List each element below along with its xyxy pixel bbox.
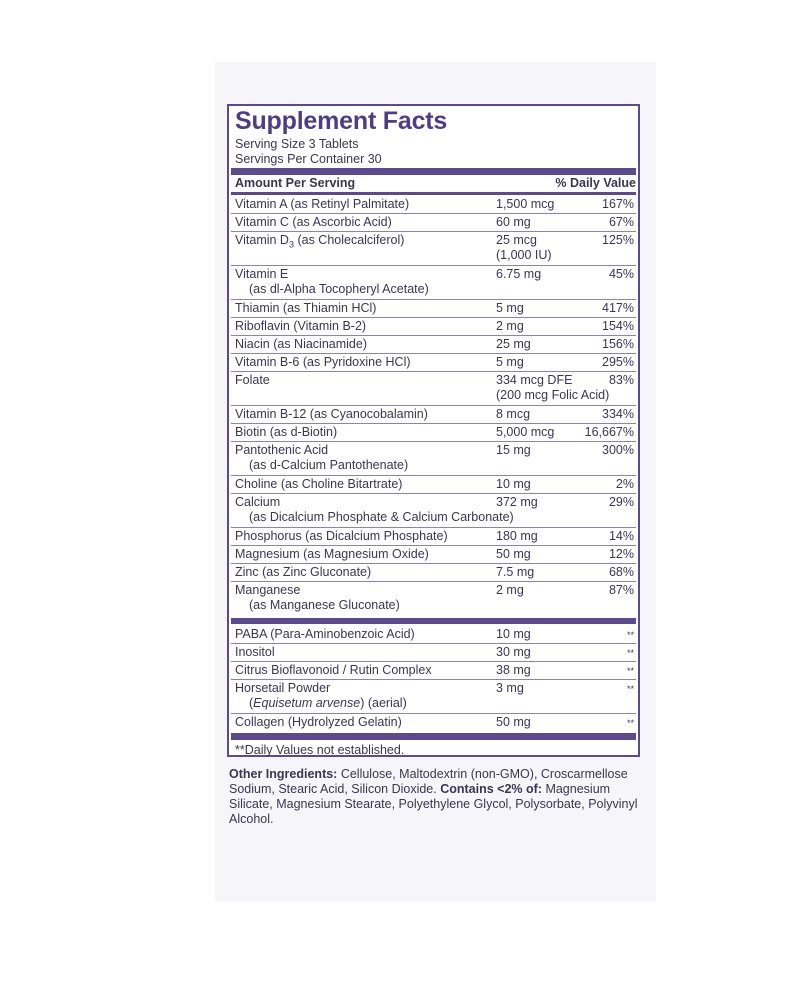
nutrient-daily-value: 300% xyxy=(602,443,634,457)
nutrient-amount: 50 mg xyxy=(496,715,531,729)
nutrient-daily-value: 125% xyxy=(602,233,634,247)
nutrient-name: Pantothenic Acid xyxy=(235,443,329,457)
nutrient-source: (as Dicalcium Phosphate & Calcium Carbonate) xyxy=(249,510,514,524)
nutrient-amount: 10 mg xyxy=(496,477,531,491)
nutrient-amount-detail: (1,000 IU) xyxy=(496,248,552,262)
table-row xyxy=(231,372,636,406)
table-row xyxy=(231,354,636,372)
divider-under-header xyxy=(231,192,636,195)
nutrient-name: Phosphorus (as Dicalcium Phosphate) xyxy=(235,529,448,543)
nutrient-name-subscript: 3 xyxy=(288,239,294,250)
nutrient-source-latin: Equisetum arvense xyxy=(253,696,361,710)
nutrient-amount: 334 mcg DFE xyxy=(496,373,573,387)
nutrient-daily-value: 67% xyxy=(608,215,634,229)
nutrient-daily-value: 154% xyxy=(602,319,634,333)
nutrient-daily-value: ** xyxy=(626,648,634,658)
table-row xyxy=(231,528,636,546)
nutrient-name: Zinc (as Zinc Gluconate) xyxy=(235,565,372,579)
nutrient-amount: 5 mg xyxy=(496,301,524,315)
nutrient-name: Inositol xyxy=(235,645,275,659)
nutrient-amount: 5,000 mcg xyxy=(496,425,555,439)
nutrient-name: Collagen (Hydrolyzed Gelatin) xyxy=(235,715,402,729)
other-ingredients-text: Cellulose, Maltodextrin (non-GMO), Croscarmellose Sodium, Stearic Acid, Silicon Dioxide. xyxy=(229,767,628,796)
nutrient-name: Vitamin C (as Ascorbic Acid) xyxy=(235,215,392,229)
thick-divider-bottom xyxy=(231,733,636,740)
table-row xyxy=(231,336,636,354)
nutrient-source-part: (aerial) xyxy=(364,696,407,710)
nutrient-amount-detail: (200 mcg Folic Acid) xyxy=(496,388,610,402)
nutrient-daily-value: 295% xyxy=(602,355,634,369)
thick-divider-middle xyxy=(231,618,636,624)
nutrient-name-part: Vitamin D xyxy=(235,233,289,247)
table-row xyxy=(231,582,636,616)
table-row xyxy=(231,266,636,300)
nutrient-amount: 30 mg xyxy=(496,645,531,659)
nutrient-name: Calcium xyxy=(235,495,281,509)
footnote: **Daily Values not established. xyxy=(235,743,405,757)
table-row xyxy=(231,442,636,476)
nutrient-name: Magnesium (as Magnesium Oxide) xyxy=(235,547,429,561)
nutrient-daily-value: 167% xyxy=(602,197,634,211)
nutrient-name xyxy=(235,233,404,253)
nutrient-amount: 50 mg xyxy=(496,547,531,561)
table-row xyxy=(231,476,636,494)
table-row xyxy=(231,564,636,582)
nutrient-daily-value: 87% xyxy=(608,583,634,597)
table-row xyxy=(231,232,636,266)
nutrient-name: Niacin (as Niacinamide) xyxy=(235,337,367,351)
nutrient-daily-value: 29% xyxy=(608,495,634,509)
nutrient-amount: 1,500 mcg xyxy=(496,197,555,211)
table-row xyxy=(231,494,636,528)
nutrient-amount: 2 mg xyxy=(496,583,524,597)
table-row xyxy=(231,406,636,424)
nutrient-daily-value: 334% xyxy=(602,407,634,421)
daily-value-header: % Daily Value xyxy=(555,176,636,190)
nutrient-daily-value: 45% xyxy=(608,267,634,281)
other-ingredients xyxy=(229,767,649,827)
supplement-facts-panel xyxy=(227,104,640,757)
thick-divider-top xyxy=(231,168,636,175)
nutrient-daily-value: 83% xyxy=(608,373,634,387)
table-row xyxy=(231,214,636,232)
nutrient-daily-value: 2% xyxy=(615,477,634,491)
nutrient-amount: 2 mg xyxy=(496,319,524,333)
nutrient-amount: 7.5 mg xyxy=(496,565,535,579)
nutrient-amount: 60 mg xyxy=(496,215,531,229)
nutrient-daily-value: 68% xyxy=(608,565,634,579)
nutrient-daily-value: 14% xyxy=(608,529,634,543)
nutrient-name: Vitamin A (as Retinyl Palmitate) xyxy=(235,197,410,211)
table-row xyxy=(231,318,636,336)
nutrient-name: Thiamin (as Thiamin HCl) xyxy=(235,301,377,315)
nutrient-source: (as d-Calcium Pantothenate) xyxy=(249,458,409,472)
nutrient-source: (as dl-Alpha Tocopheryl Acetate) xyxy=(249,282,429,296)
nutrient-amount: 5 mg xyxy=(496,355,524,369)
nutrient-name: Manganese xyxy=(235,583,301,597)
nutrient-amount: 372 mg xyxy=(496,495,538,509)
nutrient-source: (as Manganese Gluconate) xyxy=(249,598,400,612)
table-row xyxy=(231,546,636,564)
nutrient-name: PABA (Para-Aminobenzoic Acid) xyxy=(235,627,415,641)
nutrient-amount: 6.75 mg xyxy=(496,267,542,281)
nutrient-name: Folate xyxy=(235,373,270,387)
table-row xyxy=(231,300,636,318)
table-row xyxy=(231,680,636,714)
nutrient-amount: 25 mg xyxy=(496,337,531,351)
nutrient-amount: 3 mg xyxy=(496,681,524,695)
nutrient-amount: 15 mg xyxy=(496,443,531,457)
nutrient-amount: 25 mcg xyxy=(496,233,537,247)
nutrient-name: Riboflavin (Vitamin B-2) xyxy=(235,319,367,333)
nutrient-name: Choline (as Choline Bitartrate) xyxy=(235,477,403,491)
nutrient-name-part: (as Cholecalciferol) xyxy=(293,233,405,247)
nutrient-daily-value: 12% xyxy=(608,547,634,561)
nutrient-name: Vitamin B-12 (as Cyanocobalamin) xyxy=(235,407,428,421)
nutrient-name: Horsetail Powder xyxy=(235,681,331,695)
panel-title: Supplement Facts xyxy=(235,107,448,135)
nutrient-amount: 180 mg xyxy=(496,529,538,543)
contains-label: Contains <2% of: xyxy=(440,782,542,796)
nutrient-name: Biotin (as d-Biotin) xyxy=(235,425,338,439)
nutrient-daily-value: ** xyxy=(626,718,634,728)
nutrient-amount: 10 mg xyxy=(496,627,531,641)
table-row xyxy=(231,662,636,680)
amount-per-serving-header: Amount Per Serving xyxy=(235,176,356,190)
nutrient-daily-value: ** xyxy=(626,684,634,694)
table-row xyxy=(231,644,636,662)
nutrient-daily-value: 16,667% xyxy=(584,425,634,439)
other-ingredients-label: Other Ingredients: xyxy=(229,767,338,781)
serving-size: Serving Size 3 Tablets xyxy=(235,137,359,151)
table-row xyxy=(231,626,636,644)
table-row xyxy=(231,424,636,442)
nutrient-name: Vitamin B-6 (as Pyridoxine HCl) xyxy=(235,355,411,369)
nutrient-daily-value: ** xyxy=(626,666,634,676)
nutrient-name: Vitamin E xyxy=(235,267,289,281)
table-row xyxy=(231,714,636,732)
nutrient-amount: 8 mcg xyxy=(496,407,531,421)
nutrient-amount: 38 mg xyxy=(496,663,531,677)
contains-text: Magnesium Silicate, Magnesium Stearate, Polyethylene Glycol, Polysorbate, Polyvinyl Alcohol. xyxy=(229,782,638,826)
nutrient-daily-value: ** xyxy=(626,630,634,640)
servings-per-container: Servings Per Container 30 xyxy=(235,152,382,166)
nutrient-name: Citrus Bioflavonoid / Rutin Complex xyxy=(235,663,432,677)
nutrient-daily-value: 417% xyxy=(602,301,634,315)
nutrient-source: (Equisetum arvense) (aerial) xyxy=(249,696,407,710)
nutrient-daily-value: 156% xyxy=(602,337,634,351)
table-row xyxy=(231,196,636,214)
